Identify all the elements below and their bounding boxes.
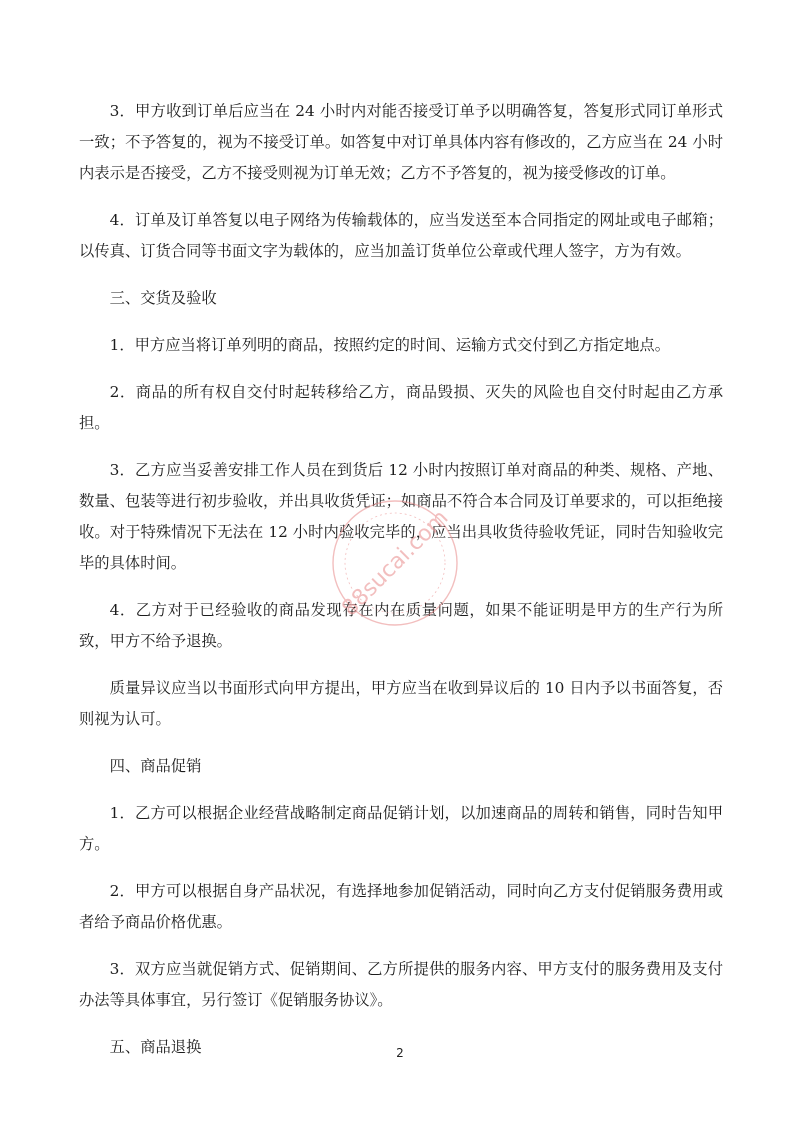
page-number: 2 xyxy=(396,1046,404,1060)
section-heading-delivery: 三、交货及验收 xyxy=(109,289,217,307)
paragraph-delivery-3: 3．乙方应当妥善安排工作人员在到货后 12 小时内按照订单对商品的种类、规格、产地、数量、包装等进行初步验收，并出具收货凭证；如商品不符合本合同及订单要求的，可以拒绝接收。对于特殊情况下无法在 12 小时内验收完毕的，应当出具收货待验收凭证，同时告知验收完毕的具体时间。 xyxy=(79,461,723,572)
paragraph-quality-objection: 质量异议应当以书面形式向甲方提出，甲方应当在收到异议后的 10 日内予以书面答复，否则视为认可。 xyxy=(79,679,723,728)
paragraph-delivery-4: 4．乙方对于已经验收的商品发现存在内在质量问题，如果不能证明是甲方的生产行为所致，甲方不给予退换。 xyxy=(79,601,723,650)
watermark-text: 88sucai.com xyxy=(337,505,454,622)
paragraph-promotion-3: 3．双方应当就促销方式、促销期间、乙方所提供的服务内容、甲方支付的服务费用及支付办法等具体事宜，另行签订《促销服务协议》。 xyxy=(79,960,723,1009)
paragraph-order-reply-rule: 3．甲方收到订单后应当在 24 小时内对能否接受订单予以明确答复，答复形式同订单形式一致；不予答复的，视为不接受订单。如答复中对订单具体内容有修改的，乙方应当在 24 小时内表示是否接受，乙方不接受则视为订单无效；乙方不予答复的，视为接受修改的订单。 xyxy=(79,102,723,182)
watermark-stamp xyxy=(320,488,470,638)
section-heading-promotion: 四、商品促销 xyxy=(109,757,202,775)
paragraph-delivery-1: 1．甲方应当将订单列明的商品，按照约定的时间、运输方式交付到乙方指定地点。 xyxy=(109,336,671,354)
paragraph-promotion-1: 1．乙方可以根据企业经营战略制定商品促销计划，以加速商品的周转和销售，同时告知甲方。 xyxy=(79,804,723,853)
paragraph-promotion-2: 2．甲方可以根据自身产品状况，有选择地参加促销活动，同时向乙方支付促销服务费用或者给予商品价格优惠。 xyxy=(79,882,723,931)
paragraph-order-carrier-rule: 4．订单及订单答复以电子网络为传输载体的，应当发送至本合同指定的网址或电子邮箱；以传真、订货合同等书面文字为载体的，应当加盖订货单位公章或代理人签字，方为有效。 xyxy=(79,211,723,260)
section-heading-returns: 五、商品退换 xyxy=(109,1038,202,1056)
paragraph-delivery-2: 2．商品的所有权自交付时起转移给乙方，商品毁损、灭失的风险也自交付时起由乙方承担。 xyxy=(79,383,723,432)
